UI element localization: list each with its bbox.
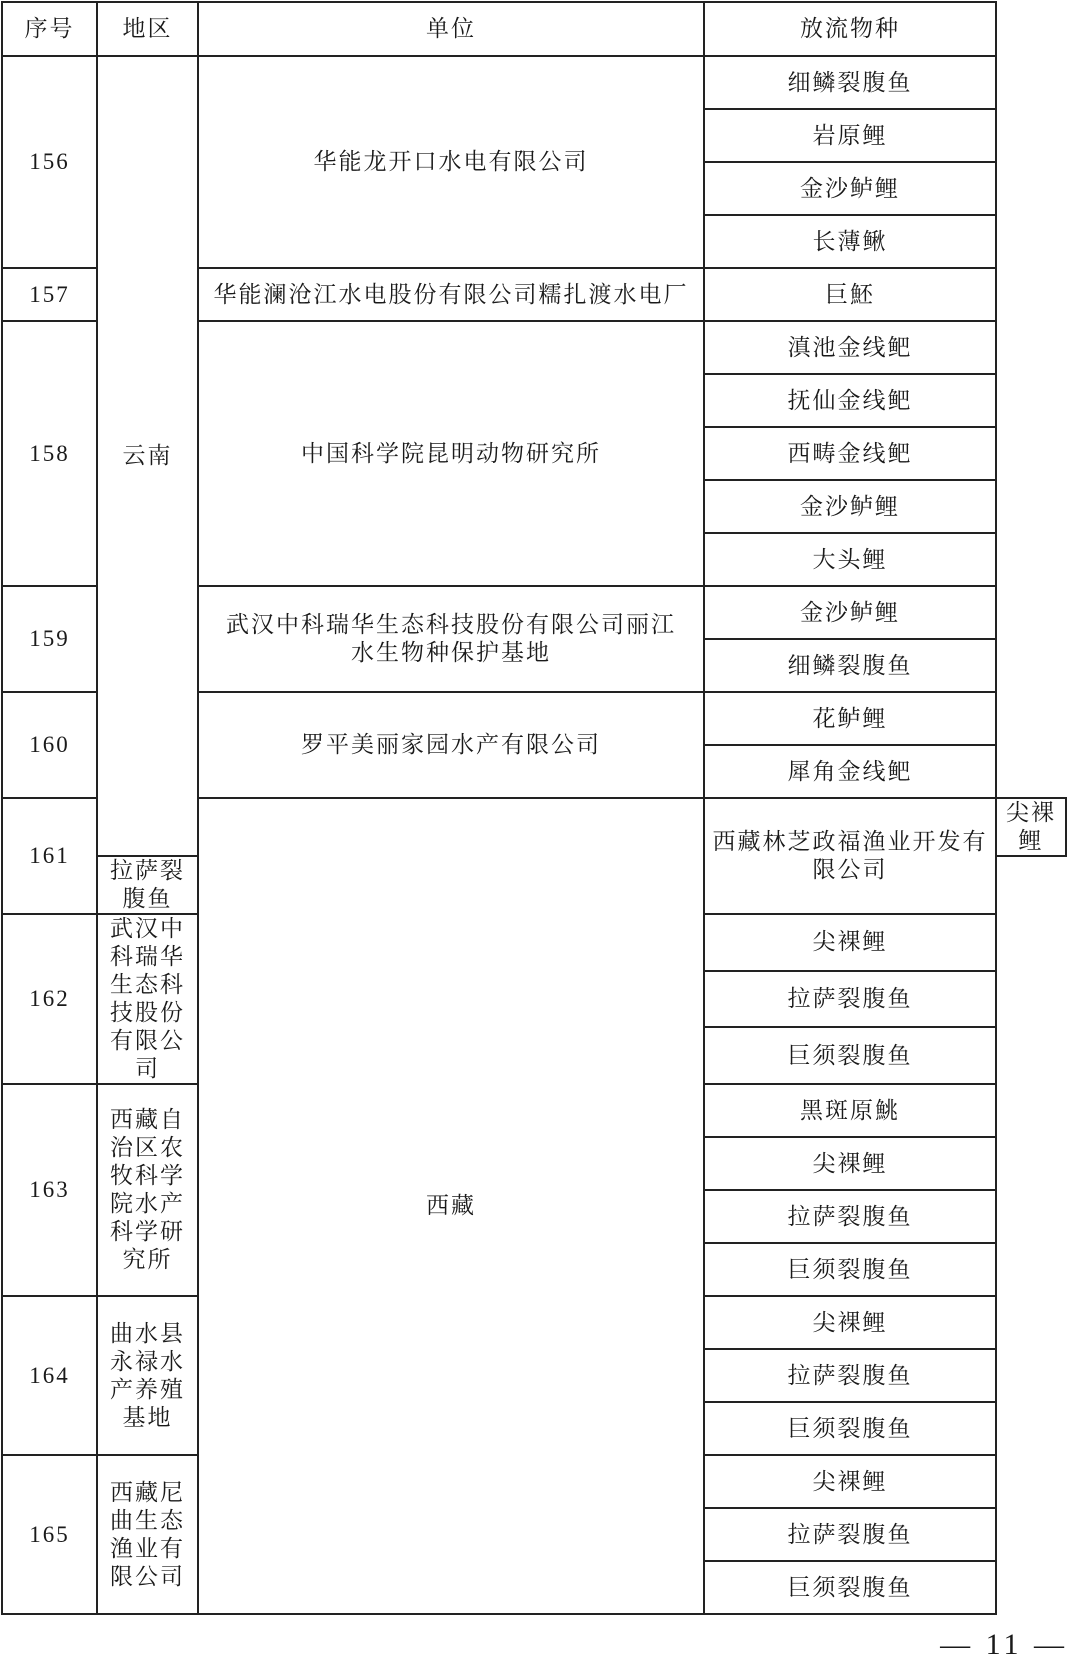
- row-unit: 武汉中科瑞华生态科技股份有限公司丽江水生物种保护基地: [198, 586, 704, 692]
- species-cell: 巨须裂腹鱼: [704, 1561, 996, 1614]
- species-cell: 细鳞裂腹鱼: [704, 639, 996, 692]
- species-cell: 黑斑原鮡: [704, 1084, 996, 1137]
- row-index: 160: [2, 692, 97, 798]
- row-index: 159: [2, 586, 97, 692]
- table-row: [2, 56, 1066, 109]
- species-cell: 巨须裂腹鱼: [704, 1027, 996, 1084]
- row-index: 164: [2, 1296, 97, 1455]
- species-cell: 西畴金线鲃: [704, 427, 996, 480]
- row-unit: 罗平美丽家园水产有限公司: [198, 692, 704, 798]
- row-unit: 曲水县永禄水产养殖基地: [97, 1296, 198, 1455]
- row-index: 162: [2, 914, 97, 1084]
- species-cell: 拉萨裂腹鱼: [704, 1508, 996, 1561]
- species-cell: 巨须裂腹鱼: [704, 1243, 996, 1296]
- species-cell: 金沙鲈鲤: [704, 480, 996, 533]
- row-unit: 西藏林芝政福渔业开发有限公司: [704, 798, 996, 914]
- species-cell: 尖裸鲤: [704, 1455, 996, 1508]
- row-index: 161: [2, 798, 97, 914]
- species-cell: 拉萨裂腹鱼: [704, 971, 996, 1028]
- species-cell: 大头鲤: [704, 533, 996, 586]
- species-cell: 尖裸鲤: [704, 1137, 996, 1190]
- row-unit: 西藏自治区农牧科学院水产科学研究所: [97, 1084, 198, 1296]
- header-region: 地区: [97, 2, 198, 56]
- species-cell: 金沙鲈鲤: [704, 162, 996, 215]
- species-cell: 尖裸鲤: [704, 1296, 996, 1349]
- row-unit: 华能澜沧江水电股份有限公司糯扎渡水电厂: [198, 268, 704, 321]
- page-number: — 11 —: [940, 1628, 1068, 1661]
- species-cell: 尖裸鲤: [996, 798, 1066, 856]
- species-cell: 金沙鲈鲤: [704, 586, 996, 639]
- species-cell: 拉萨裂腹鱼: [704, 1349, 996, 1402]
- species-cell: 长薄鳅: [704, 215, 996, 268]
- header-unit: 单位: [198, 2, 704, 56]
- species-cell: 巨须裂腹鱼: [704, 1402, 996, 1455]
- species-cell: 花鲈鲤: [704, 692, 996, 745]
- header-species: 放流物种: [704, 2, 996, 56]
- row-unit: 武汉中科瑞华生态科技股份有限公司: [97, 914, 198, 1084]
- region-xizang: 西藏: [198, 798, 704, 1614]
- row-index: 157: [2, 268, 97, 321]
- species-cell: 巨魾: [704, 268, 996, 321]
- species-cell: 滇池金线鲃: [704, 321, 996, 374]
- species-cell: 抚仙金线鲃: [704, 374, 996, 427]
- species-cell: 拉萨裂腹鱼: [704, 1190, 996, 1243]
- species-cell: 岩原鲤: [704, 109, 996, 162]
- header-row: [2, 2, 1066, 56]
- region-yunnan: 云南: [97, 56, 198, 856]
- row-index: 163: [2, 1084, 97, 1296]
- row-unit: 中国科学院昆明动物研究所: [198, 321, 704, 586]
- row-unit: 华能龙开口水电有限公司: [198, 56, 704, 268]
- row-index: 156: [2, 56, 97, 268]
- header-index: 序号: [2, 2, 97, 56]
- species-cell: 细鳞裂腹鱼: [704, 56, 996, 109]
- row-index: 165: [2, 1455, 97, 1614]
- row-index: 158: [2, 321, 97, 586]
- species-cell: 尖裸鲤: [704, 914, 996, 971]
- species-cell: 犀角金线鲃: [704, 745, 996, 798]
- release-table: [1, 1, 1067, 1615]
- species-cell: 拉萨裂腹鱼: [97, 856, 198, 914]
- row-unit: 西藏尼曲生态渔业有限公司: [97, 1455, 198, 1614]
